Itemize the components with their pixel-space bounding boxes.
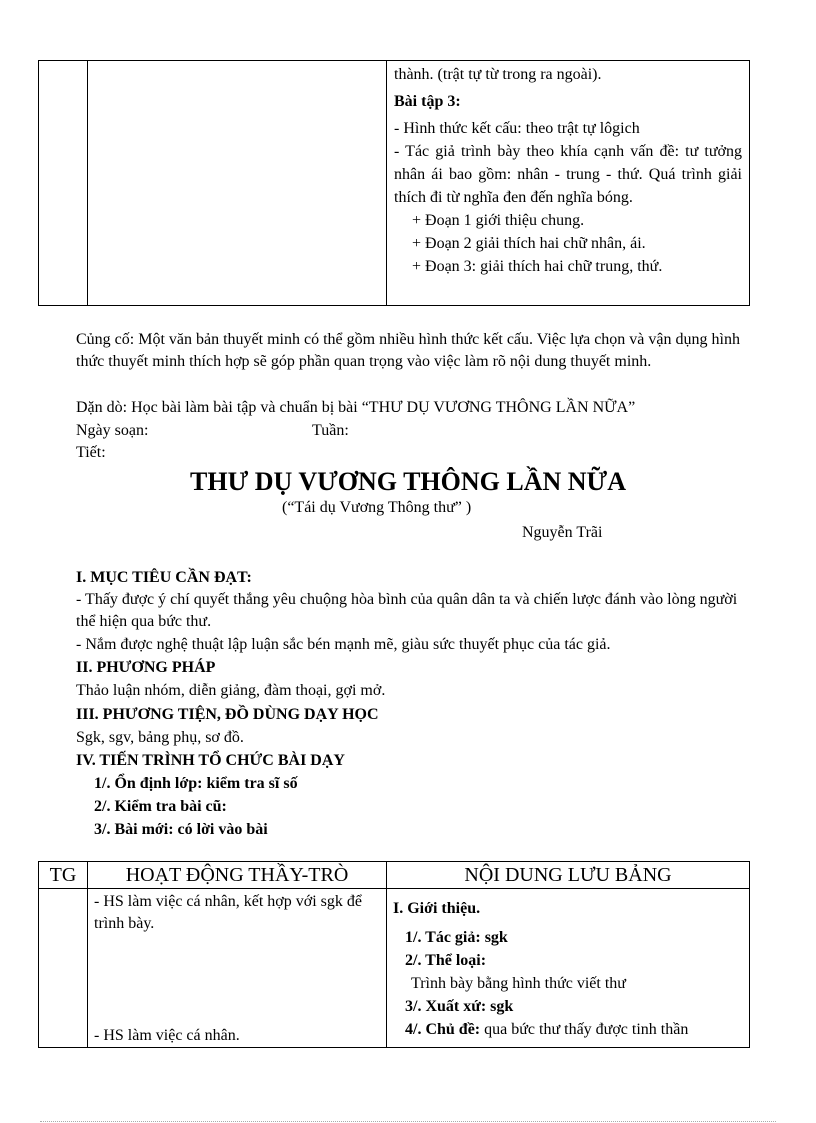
- section-4-item: 2/. Kiểm tra bài cũ:: [94, 798, 227, 815]
- activity-cell: [88, 889, 387, 1048]
- genre-text: Trình bày bằng hình thức viết thư: [411, 975, 626, 992]
- section-1-paragraph: - Thấy được ý chí quyết thắng yêu chuộng hòa bình của quân dân ta và chiến lược đánh vào lòng người thể hiện qua bức thư.: [76, 591, 738, 630]
- content-item: - Tác giả trình bày theo khía cạnh vấn đề: tư tưởng nhân ái bao gồm: nhân - trung - thứ. Quá trình giải thích đi từ nghĩa đen đến nghĩa bóng.: [394, 143, 742, 206]
- week-label: Tuần:: [312, 422, 349, 439]
- origin-label: 3/. Xuất xứ:: [405, 998, 487, 1015]
- theme-label: 4/. Chủ đề:: [405, 1021, 481, 1038]
- exercise-title: Bài tập 3:: [394, 93, 461, 110]
- period-label: Tiết:: [76, 444, 106, 461]
- activity-cell: [88, 61, 387, 306]
- author-name: Nguyễn Trãi: [522, 524, 603, 541]
- section-1-paragraph: - Nắm được nghệ thuật lập luận sắc bén mạnh mẽ, giàu sức thuyết phục của tác giả.: [76, 636, 611, 653]
- section-3-title: III. PHƯƠNG TIỆN, ĐỒ DÙNG DẠY HỌC: [76, 706, 379, 723]
- author-value: sgk: [480, 929, 508, 946]
- intro-heading: I. Giới thiệu.: [393, 900, 481, 917]
- theme-text: qua bức thư thấy được tinh thần: [480, 1021, 689, 1038]
- content-cell: [387, 889, 750, 1048]
- content-line: thành. (trật tự từ trong ra ngoài).: [394, 66, 602, 83]
- content-subitem: + Đoạn 1 giới thiệu chung.: [412, 212, 585, 229]
- date-label: Ngày soạn:: [76, 422, 149, 439]
- activity-text: - HS làm việc cá nhân.: [94, 1027, 240, 1044]
- genre-label: 2/. Thể loại:: [405, 952, 487, 969]
- author-label: 1/. Tác giả:: [405, 929, 481, 946]
- consolidate-paragraph: Củng cố: Một văn bản thuyết minh có thể gồm nhiều hình thức kết cấu. Việc lựa chọn và vận dụng hình thức thuyết minh thích hợp sẽ góp phần quan trọng vào việc làm rõ nội dung thuyết minh.: [76, 331, 740, 370]
- page-bottom-divider: [40, 1121, 776, 1122]
- section-4-item: 3/. Bài mới: có lời vào bài: [94, 821, 268, 838]
- section-3-text: Sgk, sgv, bảng phụ, sơ đồ.: [76, 729, 244, 746]
- tg-cell: [39, 61, 88, 306]
- content-subitem: + Đoạn 3: giải thích hai chữ trung, thứ.: [412, 258, 663, 275]
- content-cell: [387, 61, 750, 306]
- header-tg: TG: [39, 862, 88, 889]
- header-content: NỘI DUNG LƯU BẢNG: [387, 862, 750, 889]
- activity-text: - HS làm việc cá nhân, kết hợp với sgk để trình bày.: [94, 893, 362, 932]
- tg-cell: [39, 889, 88, 1048]
- content-subitem: + Đoạn 2 giải thích hai chữ nhân, ái.: [412, 235, 646, 252]
- section-1-title: I. MỤC TIÊU CẦN ĐẠT:: [76, 569, 252, 586]
- origin-value: sgk: [486, 998, 514, 1015]
- section-2-text: Thảo luận nhóm, diễn giảng, đàm thoại, gợi mở.: [76, 682, 386, 699]
- section-2-title: II. PHƯƠNG PHÁP: [76, 659, 216, 676]
- top-table: [38, 60, 750, 306]
- lesson-subtitle: (“Tái dụ Vương Thông thư” ): [282, 499, 472, 516]
- section-4-title: IV. TIẾN TRÌNH TỔ CHỨC BÀI DẠY: [76, 752, 345, 769]
- content-item: - Hình thức kết cấu: theo trật tự lôgich: [394, 120, 640, 137]
- homework-line: Dặn dò: Học bài làm bài tập và chuẩn bị bài “THƯ DỤ VƯƠNG THÔNG LẦN NỮA”: [76, 399, 636, 416]
- section-4-item: 1/. Ổn định lớp: kiểm tra sĩ số: [94, 775, 298, 792]
- header-activity: HOẠT ĐỘNG THẦY-TRÒ: [88, 862, 387, 889]
- lesson-table: [38, 861, 750, 1048]
- lesson-title: THƯ DỤ VƯƠNG THÔNG LẦN NỮA: [190, 467, 626, 496]
